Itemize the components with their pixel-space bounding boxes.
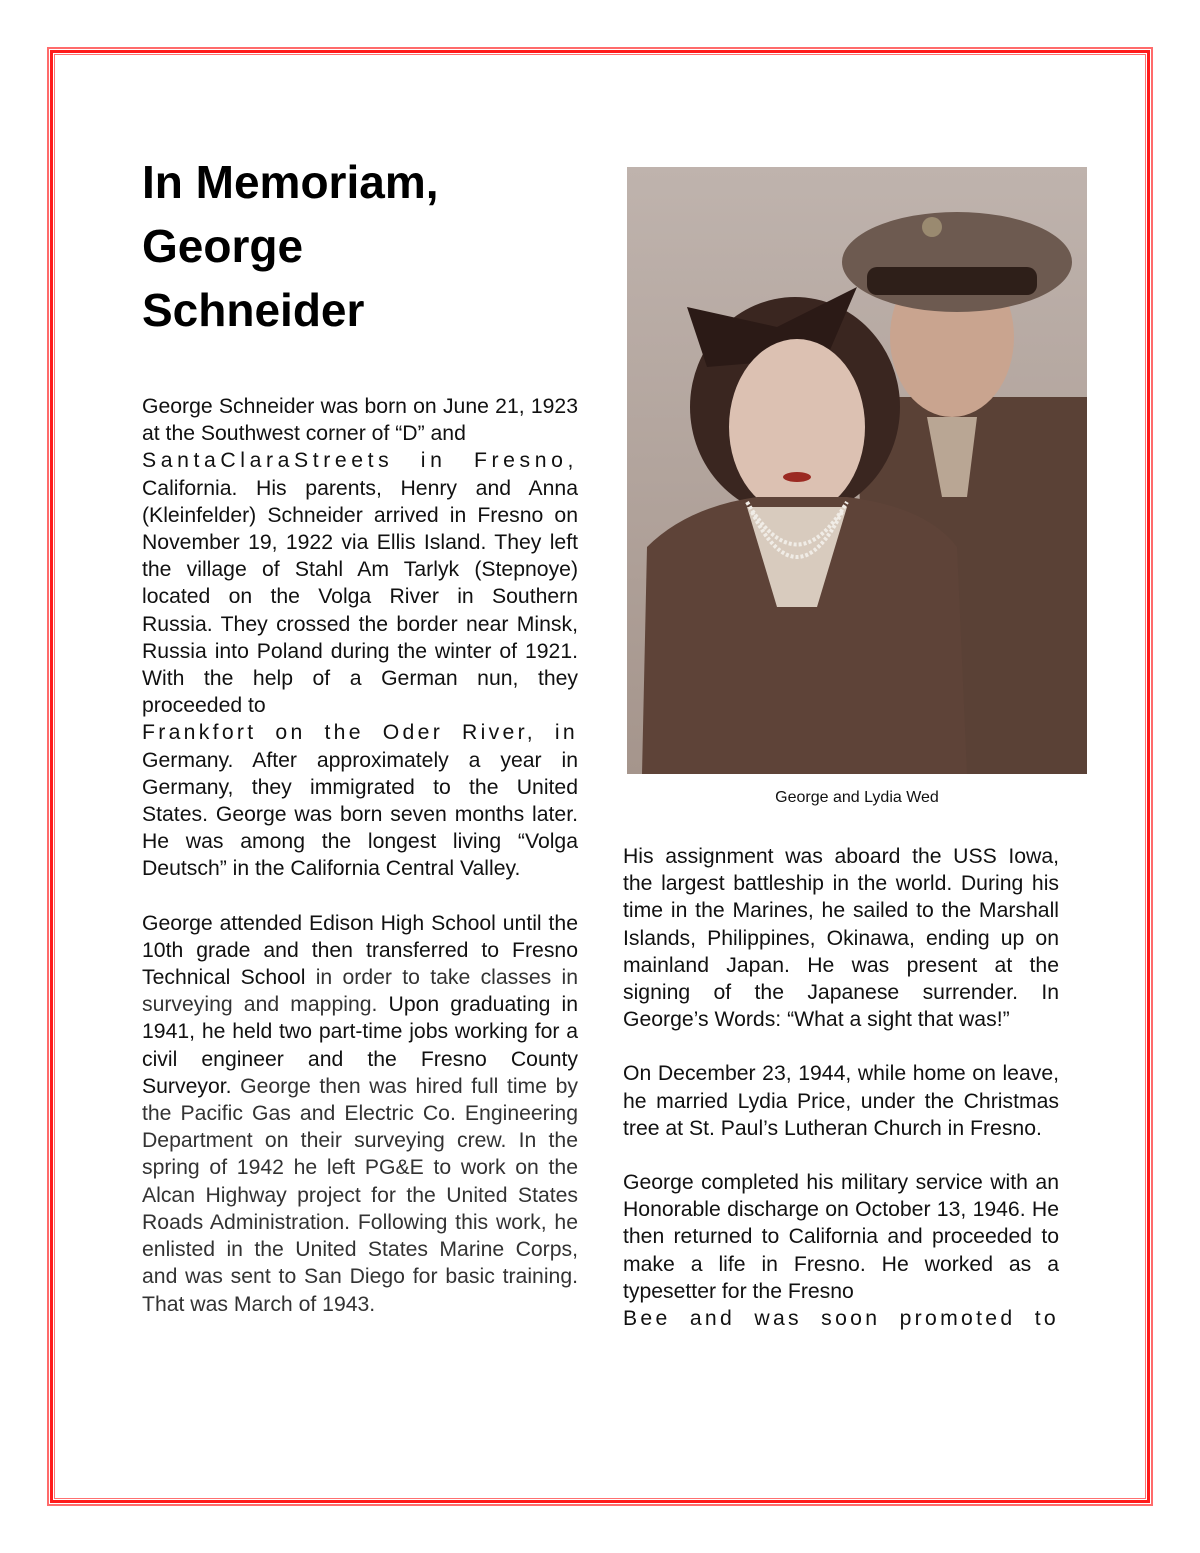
title-line-1: In Memoriam,	[142, 156, 439, 208]
paragraph-text: in order to take classes in surveying and mapping.	[142, 966, 579, 1017]
photo-caption: George and Lydia Wed	[775, 789, 939, 806]
right-column	[623, 843, 1059, 1359]
title-line-3: Schneider	[142, 284, 365, 336]
page-title	[142, 150, 582, 342]
left-column	[142, 393, 578, 1345]
title-line-2: George	[142, 220, 304, 272]
wedding-photo	[627, 167, 1087, 774]
wedding-portrait-image	[627, 167, 1087, 774]
paragraph-education	[142, 910, 578, 1318]
paragraph-text-spaced: Frankfort on the Oder River, in	[142, 721, 578, 745]
paragraph-marriage: On December 23, 1944, while home on leave, he married Lydia Price, under the Christmas tree at St. Paul’s Lutheran Church in Fresno.	[623, 1062, 1059, 1140]
paragraph-birth	[142, 393, 578, 883]
paragraph-text: Germany. After approximately a year in Germany, they immigrated to the United States. George was born seven months later. He was among the longest living “Volga Deutsch” in the California Central Valley.	[142, 748, 578, 881]
paragraph-text: Upon graduating in 1941, he held two part-time jobs working for a civil engineer and the Fresno County Surveyor.	[142, 993, 578, 1098]
paragraph-text-spaced: SantaClaraStreets in Fresno,	[142, 449, 578, 473]
paragraph-discharge	[623, 1169, 1059, 1332]
paragraph-text: George completed his military service with an Honorable discharge on October 13, 1946. He then returned to California and proceeded to make a life in Fresno. He worked as a typesetter for the Fresno	[623, 1171, 1059, 1303]
paragraph-text: George attended Edison High School until the 10th grade and then transferred to Fresno Technical School	[142, 911, 578, 990]
paragraph-text: George Schneider was born on June 21, 1923 at the Southwest corner of “D” and	[142, 395, 578, 446]
paragraph-text-spaced: Bee and was soon promoted to	[623, 1307, 1059, 1331]
paragraph-text: George then was hired full time by the Pacific Gas and Electric Co. Engineering Department on their surveying crew. In the spring of 1942 he left PG&E to work on the Alcan Highway project for the United States Roads Administration. Following this work, he enlisted in the United States Marine Corps, and was sent to San Diego for basic training. That was March of 1943.	[142, 1074, 578, 1316]
paragraph-service: His assignment was aboard the USS Iowa, the largest battleship in the world. During his time in the Marines, he sailed to the Marshall Islands, Philippines, Okinawa, ending up on mainland Japan. He was present at the signing of the Japanese surrender. In George’s Words: “What a sight that was!”	[623, 845, 1059, 1032]
paragraph-text: California. His parents, Henry and Anna (Kleinfelder) Schneider arrived in Fresno on November 19, 1922 via Ellis Island. They left the village of Stahl Am Tarlyk (Stepnoye) located on the Volga River in Southern Russia. They crossed the border near Minsk, Russia into Poland during the winter of 1921. With the help of a German nun, they proceeded to	[142, 476, 578, 718]
